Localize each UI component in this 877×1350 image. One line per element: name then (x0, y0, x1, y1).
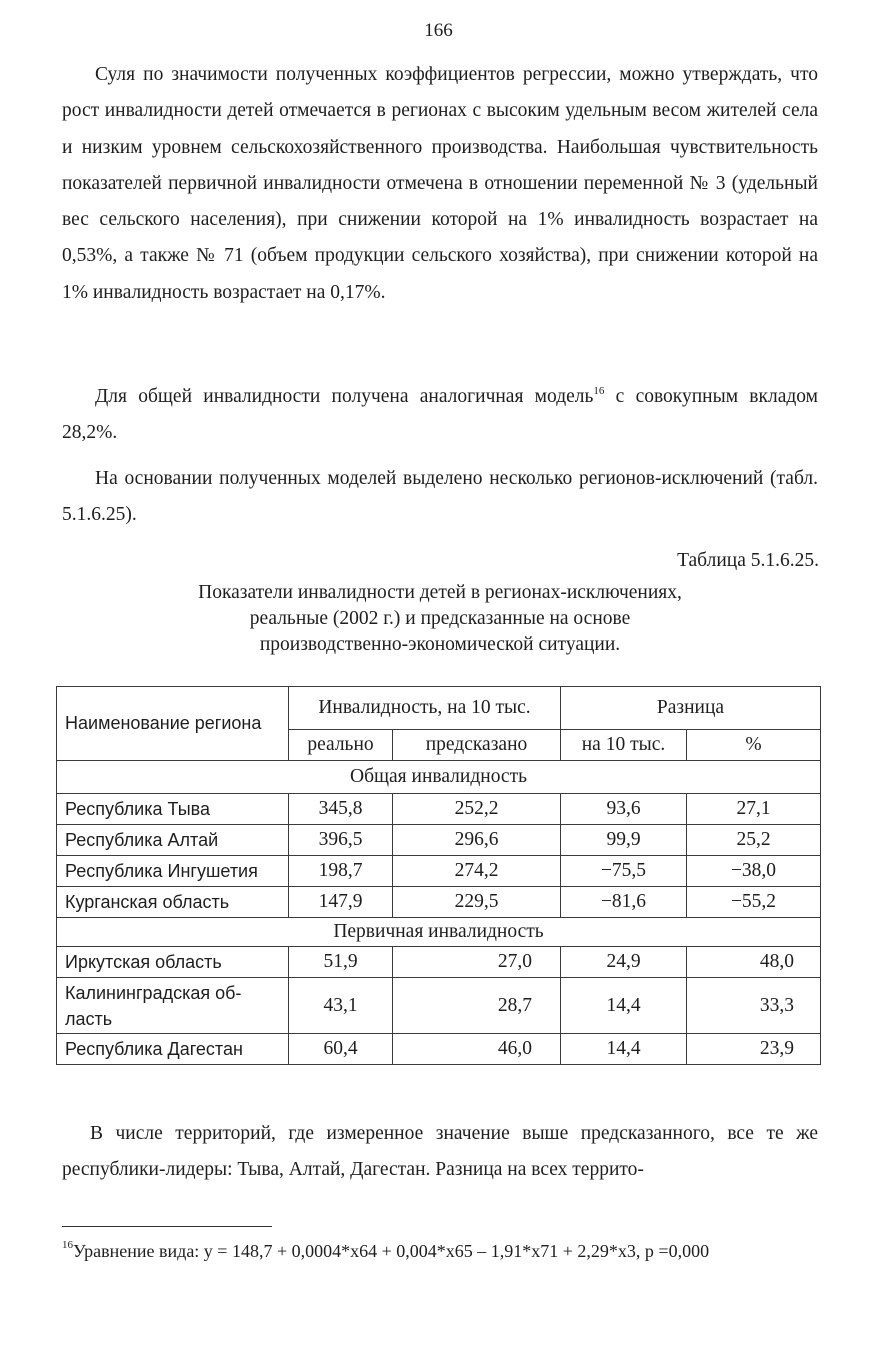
pct-cell: 23,9 (687, 1034, 821, 1065)
pct-cell: 48,0 (687, 947, 821, 978)
diff-cell: 14,4 (561, 978, 687, 1034)
real-cell: 51,9 (289, 947, 393, 978)
header-predicted: предсказано (393, 729, 561, 760)
pct-cell: 27,1 (687, 794, 821, 825)
real-cell: 396,5 (289, 825, 393, 856)
predicted-cell: 46,0 (393, 1034, 561, 1065)
pct-cell: 25,2 (687, 825, 821, 856)
section-row-primary (57, 918, 821, 947)
region-cell (57, 978, 289, 1034)
paragraph-leaders: В числе территорий, где измеренное значение выше предсказанного, все те же республики-лидеры: Тыва, Алтай, Дагестан. Разница на всех террито- (62, 1123, 818, 1181)
header-percent: % (687, 729, 821, 760)
pct-cell: −38,0 (687, 856, 821, 887)
footnote (62, 1238, 822, 1265)
footnote-mark: 16 (62, 1239, 73, 1251)
table-number: Таблица 5.1.6.25. (677, 550, 819, 571)
header-disability: Инвалидность, на 10 тыс. (289, 687, 561, 730)
section-row-general (57, 761, 821, 794)
region-line: Калининградская об- (65, 982, 242, 1003)
table-row (57, 825, 821, 856)
table-title-line: Показатели инвалидности детей в регионах-исключениях, (198, 582, 682, 603)
diff-cell: 99,9 (561, 825, 687, 856)
predicted-cell: 27,0 (393, 947, 561, 978)
region-cell: Республика Дагестан (57, 1034, 289, 1065)
disability-table (56, 686, 821, 1065)
header-real: реально (289, 729, 393, 760)
table-header-row (57, 687, 821, 730)
paragraph-exceptions: На основании полученных моделей выделено несколько регионов-исключений (табл. 5.1.6.25). (62, 468, 818, 526)
real-cell: 147,9 (289, 887, 393, 918)
footnote-text: Уравнение вида: y = 148,7 + 0,0004*x64 + 0,004*x65 – 1,91*x71 + 2,29*x3, p =0,000 (73, 1241, 710, 1261)
table-row (57, 978, 821, 1034)
header-difference: Разница (561, 687, 821, 730)
pct-cell: −55,2 (687, 887, 821, 918)
page-number: 166 (424, 20, 453, 41)
paragraph-general-model: Для общей инвалидности получена аналогичная модель$^{16}$ с совокупным вкладом 28,2%. (62, 385, 819, 444)
predicted-cell: 252,2 (393, 794, 561, 825)
pct-cell: 33,3 (687, 978, 821, 1034)
region-line: ласть (65, 1008, 113, 1029)
predicted-cell: 28,7 (393, 978, 561, 1034)
predicted-cell: 296,6 (393, 825, 561, 856)
real-cell: 198,7 (289, 856, 393, 887)
diff-cell: 24,9 (561, 947, 687, 978)
diff-cell: 14,4 (561, 1034, 687, 1065)
region-cell: Курганская область (57, 887, 289, 918)
region-cell: Иркутская область (57, 947, 289, 978)
diff-cell: −75,5 (561, 856, 687, 887)
footnote-ref: 16 (593, 385, 605, 397)
footnote-separator (62, 1226, 272, 1227)
predicted-cell: 229,5 (393, 887, 561, 918)
table-title (62, 580, 818, 658)
real-cell: 43,1 (289, 978, 393, 1034)
table-row (57, 856, 821, 887)
region-cell: Республика Тыва (57, 794, 289, 825)
table-row (57, 887, 821, 918)
table-title-line: реальные (2002 г.) и предсказанные на основе (249, 608, 631, 629)
real-cell: 345,8 (289, 794, 393, 825)
table-row (57, 1034, 821, 1065)
table-title-line: производственно-экономической ситуации. (259, 634, 621, 655)
predicted-cell: 274,2 (393, 856, 561, 887)
real-cell: 60,4 (289, 1034, 393, 1065)
diff-cell: 93,6 (561, 794, 687, 825)
header-region: Наименование региона (57, 687, 289, 761)
section-label-primary: Первичная инвалидность (57, 918, 821, 947)
table-row (57, 794, 821, 825)
diff-cell: −81,6 (561, 887, 687, 918)
region-cell: Республика Ингушетия (57, 856, 289, 887)
section-label-general: Общая инвалидность (57, 761, 821, 794)
region-cell: Республика Алтай (57, 825, 289, 856)
header-per10k: на 10 тыс. (561, 729, 687, 760)
paragraph-regression-analysis: Суля по значимости полученных коэффициентов регрессии, можно утверждать, что рост инвалидности детей отмечается в регионах с высоким удельным весом жителей села и низким уровнем сельскохозяйственного производства. Наибольшая чувствительность показателей первичной инвалидности отмечена в отношении переменной № 3 (удельный вес сельского населения), при снижении которой на 1% инвалидность возрастает на 0,53%, а также № 71 (объем продукции сельского хозяйства), при снижении которой на 1% инвалидность возрастает на 0,17%. (62, 64, 818, 303)
table-row (57, 947, 821, 978)
